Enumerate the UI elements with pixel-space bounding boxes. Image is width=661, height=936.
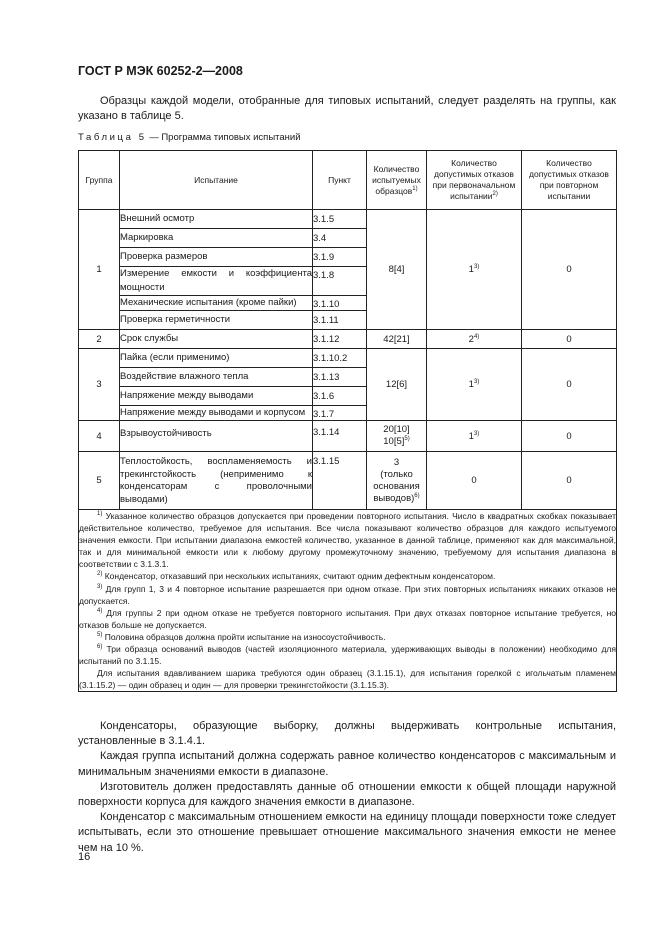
- samples-cell: 3 (только основания выводов)$^{6)}$: [367, 452, 427, 510]
- document-header: ГОСТ Р МЭК 60252-2—2008: [78, 64, 243, 78]
- test-cell: Маркировка: [120, 229, 313, 248]
- test-cell: Срок службы: [120, 330, 313, 349]
- test-cell: Механические испытания (кроме пайки): [120, 296, 313, 311]
- footnote: Для испытания вдавливанием шарика требуются один образец (3.1.15.1), для испытания горелкой с игольчатым пламенем (3.1.15.2) — один образец и один — для проверки трекингстойкости (3.1.15.3).: [79, 668, 616, 691]
- test-cell: Проверка герметичности: [120, 311, 313, 330]
- table-header-row: [79, 151, 617, 210]
- failures-repeat-cell: 0: [522, 421, 617, 452]
- failures-repeat-cell: 0: [522, 349, 617, 421]
- samples-cell: 8[4]: [367, 210, 427, 330]
- col-header-clause: Пункт: [313, 151, 367, 210]
- test-cell: Измерение емкости и коэффициента мощности: [120, 267, 313, 296]
- page-number: 16: [78, 851, 91, 863]
- table-caption: [78, 132, 301, 143]
- samples-cell: 20[10] $10[5]^{5)}$: [367, 421, 427, 452]
- test-cell: Теплостойкость, воспламеняемость и трекингстойкость (неприменимо к конденсаторам с проволочными выводами): [120, 452, 313, 510]
- footnote: $^{3)}$ Для групп 1, 3 и 4 повторное испытание разрешается при одном отказе. При этих повторных испытаниях никаких отказов не допускается.: [79, 583, 616, 606]
- paragraph: Изготовитель должен предоставлять данные об отношении емкости к общей площади наружной поверхности корпуса для каждого значения емкости в диапазоне.: [78, 780, 616, 809]
- failures-first-cell: 2$^{4)}$: [427, 330, 522, 349]
- footnote: $^{5)}$ Половина образцов должна пройти испытание на изноcоустойчивость.: [97, 631, 386, 642]
- intro-paragraph: Образцы каждой модели, отобранные для типовых испытаний, следует разделять на группы, как указано в таблице 5.: [78, 95, 616, 122]
- col-header-group: Группа: [79, 151, 120, 210]
- clause-cell: 3.1.10.2: [313, 349, 367, 368]
- table-row: [79, 452, 617, 510]
- samples-cell: 42[21]: [367, 330, 427, 349]
- body-text: [78, 719, 616, 856]
- clause-cell: 3.1.12: [313, 330, 367, 349]
- table-notes: [79, 510, 617, 692]
- failures-first-cell: 1$^{3)}$: [427, 421, 522, 452]
- failures-first-cell: 0: [427, 452, 522, 510]
- footnote: $^{4)}$ Для группы 2 при одном отказе не требуется повторного испытания. При двух отказах повторное испытание требуется, но отказов больше не допускается.: [79, 607, 616, 630]
- group-cell: 5: [79, 452, 120, 510]
- failures-first-cell: 1$^{3)}$: [427, 349, 522, 421]
- clause-cell: 3.1.11: [313, 311, 367, 330]
- group-cell: 1: [79, 210, 120, 330]
- clause-cell: 3.1.5: [313, 210, 367, 229]
- group-cell: 4: [79, 421, 120, 452]
- clause-cell: 3.1.6: [313, 387, 367, 406]
- test-cell: Напряжение между выводами: [120, 387, 313, 406]
- failures-repeat-cell: 0: [522, 330, 617, 349]
- test-cell: Воздействие влажного тепла: [120, 368, 313, 387]
- clause-cell: 3.1.15: [313, 452, 367, 510]
- paragraph: Конденсаторы, образующие выборку, должны выдерживать контрольные испытания, установленные в 3.1.4.1.: [78, 720, 616, 748]
- clause-cell: 3.1.14: [313, 421, 367, 452]
- clause-cell: 3.1.9: [313, 248, 367, 267]
- clause-cell: 3.1.10: [313, 296, 367, 311]
- failures-first-cell: 1$^{3)}$: [427, 210, 522, 330]
- clause-cell: 3.1.8: [313, 267, 367, 296]
- col-header-test: Испытание: [120, 151, 313, 210]
- failures-repeat-cell: 0: [522, 452, 617, 510]
- test-cell: Внешний осмотр: [120, 210, 313, 229]
- table-row: [79, 210, 617, 229]
- samples-cell: 12[6]: [367, 349, 427, 421]
- table-notes-row: [79, 510, 617, 692]
- table-row: [79, 349, 617, 368]
- paragraph: Каждая группа испытаний должна содержать равное количество конденсаторов с максимальным и минимальным значениями емкости в диапазоне.: [78, 750, 616, 778]
- clause-cell: 3.1.7: [313, 406, 367, 421]
- table-row: [79, 330, 617, 349]
- footnote: $^{2)}$ Конденсатор, отказавший при нескольких испытаниях, считают одним дефектным конденсатором.: [97, 571, 496, 582]
- col-header-failures-first: Количество допустимых отказов при первоначальном испытании$^{2)}$: [427, 151, 522, 210]
- group-cell: 3: [79, 349, 120, 421]
- table-caption-label: Таблица 5: [78, 132, 147, 143]
- test-cell: Взрывоустойчивость: [120, 421, 313, 452]
- footnote: $^{6)}$ Три образца оснований выводов (частей изоляционного материала, удерживающих выводы в положении) необходимо для испытаний по 3.1.15.: [79, 644, 616, 667]
- failures-repeat-cell: 0: [522, 210, 617, 330]
- test-cell: Пайка (если применимо): [120, 349, 313, 368]
- test-cell: Проверка размеров: [120, 248, 313, 267]
- test-cell: Напряжение между выводами и корпусом: [120, 406, 313, 421]
- group-cell: 2: [79, 330, 120, 349]
- clause-cell: 3.1.13: [313, 368, 367, 387]
- table-row: [79, 421, 617, 452]
- table-caption-title: — Программа типовых испытаний: [146, 132, 301, 143]
- footnote: $^{1)}$ Указанное количество образцов допускается при проведении повторного испытания. Число в квадратных скобках показывает действительное количество, требуемое для испытания. Все числа показывают количество образцов для каждого испытуемого значения емкости. При испытании диапазона емкостей количество, указанное в данной таблице, применяют как для максимальной, так и для минимальной емкости или к любому другому промежуточному значению, требуемому для испытания диапазона в соответствии с 3.1.3.1.: [79, 511, 616, 570]
- paragraph: Конденсатор с максимальным отношением емкости на единицу площади поверхности тоже следует испытывать, если это отношение превышает отношение максимального значения емкости не менее чем на 10 %.: [78, 811, 616, 854]
- clause-cell: 3.4: [313, 229, 367, 248]
- test-program-table: [78, 150, 617, 692]
- col-header-failures-repeat: Количество допустимых отказов при повторном испытании: [522, 151, 617, 210]
- col-header-samples: Количество испытуемых образцов$^{1)}$: [367, 151, 427, 210]
